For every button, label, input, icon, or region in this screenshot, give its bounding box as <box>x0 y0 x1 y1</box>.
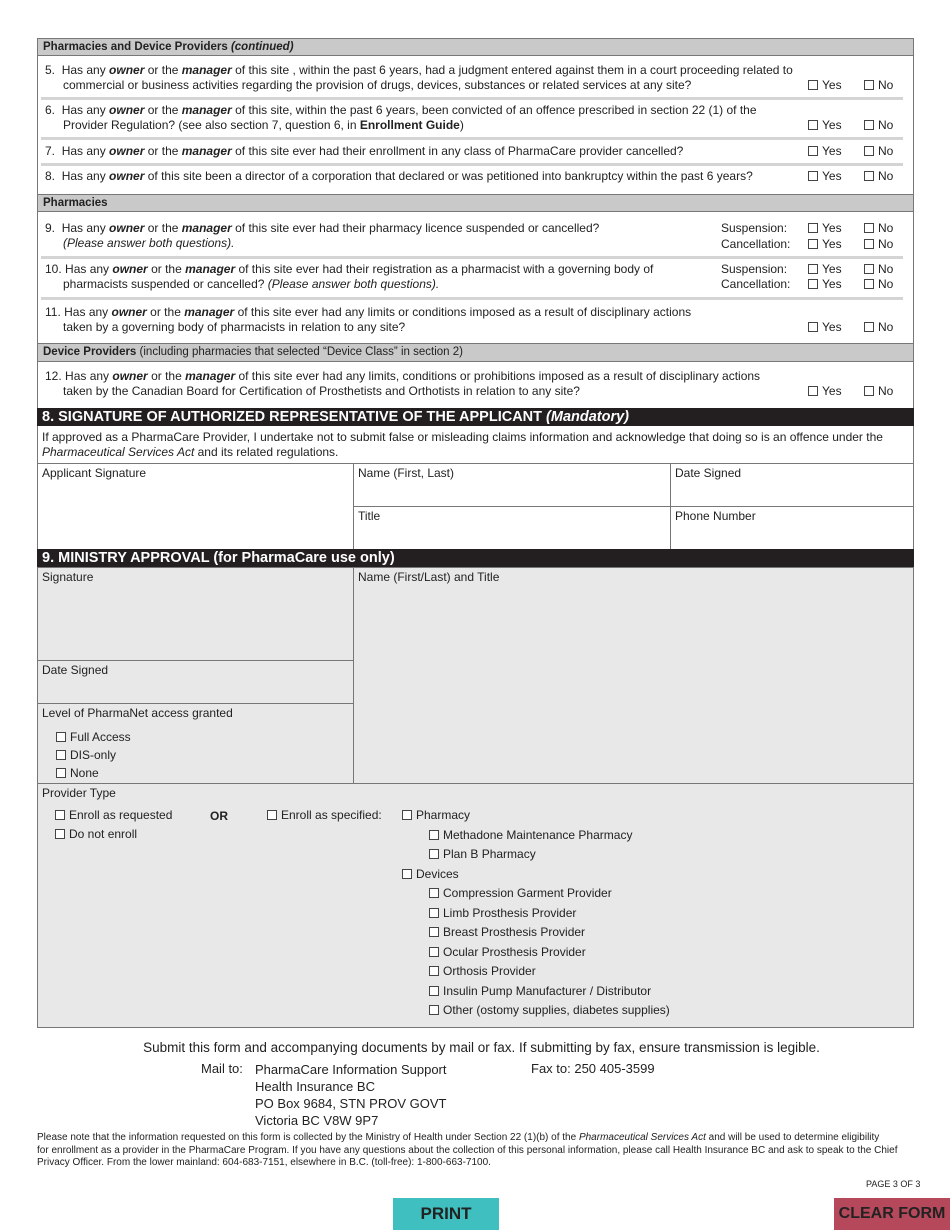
q9-cancellation-yes[interactable] <box>808 237 842 251</box>
q-manager: manager <box>181 144 232 158</box>
q-text: of this site, within the past 6 years, been convicted of an offence prescribed in section 22 (1) of the <box>231 103 757 117</box>
q9-suspension-no[interactable] <box>864 221 893 235</box>
section-title-italic: (continued) <box>230 41 294 53</box>
devices-option[interactable] <box>402 867 459 881</box>
section-header-pharmacies <box>37 194 914 212</box>
no-label: No <box>878 144 894 158</box>
field-label: Level of PharmaNet access granted <box>42 706 233 720</box>
suspension-label: Suspension: <box>721 221 788 235</box>
field-label: Provider Type <box>42 786 116 800</box>
q11-no-checkbox[interactable] <box>864 322 874 332</box>
q11-no-option[interactable] <box>864 320 893 334</box>
section-title: Pharmacies <box>43 197 108 209</box>
field-label: Date Signed <box>42 663 109 677</box>
option-label: Pharmacy <box>416 808 471 822</box>
date-signed-field[interactable] <box>670 463 914 507</box>
q-text: Has any <box>61 103 110 117</box>
q-text: Has any <box>65 262 113 276</box>
plan-b-option[interactable] <box>429 847 536 861</box>
act-name: Pharmaceutical Services Act <box>578 1132 706 1143</box>
ministry-date-signed-field[interactable] <box>37 660 354 704</box>
privacy-text: for enrollment as a provider in the PharmaCare Program. If you have any questions about the collection of this personal information, please call Health Insurance BC and ask to speak to the Chief <box>37 1144 898 1156</box>
option-label: Do not enroll <box>69 827 138 841</box>
privacy-text: Please note that the information requested on this form is collected by the Ministry of Health under Section 22 (1)(b) of the <box>37 1132 579 1143</box>
q-text: of this site ever had their pharmacy licence suspended or cancelled? <box>231 221 600 235</box>
divider <box>41 97 903 100</box>
question-11 <box>45 305 745 335</box>
clear-form-button[interactable]: CLEAR FORM <box>834 1198 950 1230</box>
q7-yes-checkbox[interactable] <box>808 146 818 156</box>
breast-prosthesis-option[interactable] <box>429 925 585 939</box>
address-line: PO Box 9684, STN PROV GOVT <box>255 1096 447 1111</box>
pharmacy-checkbox[interactable] <box>402 810 412 820</box>
no-label: No <box>878 320 894 334</box>
q-text: or the <box>147 262 186 276</box>
q-manager: manager <box>181 221 232 235</box>
q-manager: manager <box>185 262 236 276</box>
question-number: 5. <box>45 63 56 77</box>
orthosis-checkbox[interactable] <box>429 966 439 976</box>
q7-yes-option[interactable] <box>808 144 842 158</box>
privacy-text: and will be used to determine eligibility <box>705 1132 880 1143</box>
q9-suspension-no-checkbox[interactable] <box>864 223 874 233</box>
q5-no-option[interactable] <box>864 78 893 92</box>
q-text: Has any <box>64 305 112 319</box>
section-8-title: 8. SIGNATURE OF AUTHORIZED REPRESENTATIVE OF THE APPLICANT <box>42 409 547 425</box>
suspension-label: Suspension: <box>721 262 788 276</box>
q-text: Has any <box>61 221 110 235</box>
yes-label: Yes <box>822 262 842 276</box>
question-10 <box>45 262 705 292</box>
field-label: Title <box>358 509 381 523</box>
yes-label: Yes <box>822 78 842 92</box>
q10-cancellation-no[interactable] <box>864 277 893 291</box>
mailing-address <box>255 1061 446 1129</box>
no-label: No <box>878 169 894 183</box>
q6-no-option[interactable] <box>864 118 893 132</box>
no-label: No <box>878 237 894 251</box>
q-text: of this site ever had any limits, conditions or prohibitions imposed as a result of disciplinary actions <box>235 369 761 383</box>
q6-no-checkbox[interactable] <box>864 120 874 130</box>
access-full-option[interactable] <box>56 728 131 746</box>
q5-yes-checkbox[interactable] <box>808 80 818 90</box>
field-label: Phone Number <box>675 509 756 523</box>
option-label: None <box>70 766 99 780</box>
q-text: Has any <box>65 369 113 383</box>
insulin-pump-option[interactable] <box>429 984 651 998</box>
q9-cancellation-no-checkbox[interactable] <box>864 239 874 249</box>
q-owner: owner <box>109 221 145 235</box>
applicant-signature-field[interactable] <box>37 463 354 550</box>
question-9 <box>45 221 705 251</box>
q-owner: owner <box>109 169 145 183</box>
q-owner: owner <box>109 63 145 77</box>
q8-no-option[interactable] <box>864 169 893 183</box>
q-owner: owner <box>112 262 148 276</box>
q9-cancellation-yes-checkbox[interactable] <box>808 239 818 249</box>
section-header-device-providers <box>37 343 914 362</box>
question-number: 9. <box>45 221 56 235</box>
q-text-line2: taken by a governing body of pharmacists in relation to any site? <box>63 320 406 334</box>
q10-cancellation-yes[interactable] <box>808 277 842 291</box>
q-manager: manager <box>181 63 232 77</box>
enrollment-guide-ref: Enrollment Guide <box>359 118 460 132</box>
option-label: Methadone Maintenance Pharmacy <box>443 828 633 842</box>
q-text-line2: Provider Regulation? (see also section 7, question 6, in <box>63 118 360 132</box>
q-text-line2: commercial or business activities regarding the provision of drugs, devices, substances or related services at any site? <box>63 78 692 92</box>
question-5 <box>45 63 805 93</box>
yes-label: Yes <box>822 118 842 132</box>
question-number: 12. <box>45 369 62 383</box>
q-manager: manager <box>181 103 232 117</box>
q-owner: owner <box>111 305 147 319</box>
option-label: Breast Prosthesis Provider <box>443 925 586 939</box>
pharmanet-access-box <box>37 703 354 784</box>
option-label: Full Access <box>70 730 131 744</box>
q9-suspension-yes-checkbox[interactable] <box>808 223 818 233</box>
question-number: 7. <box>45 144 56 158</box>
address-line: Victoria BC V8W 9P7 <box>255 1113 379 1128</box>
privacy-notice <box>37 1132 917 1170</box>
do-not-enroll-option[interactable] <box>55 827 137 841</box>
q-manager: manager <box>185 369 236 383</box>
or-label: OR <box>210 809 228 823</box>
option-label: Enroll as requested <box>69 808 173 822</box>
section-subtitle: (including pharmacies that selected “Device Class” in section 2) <box>136 346 463 358</box>
ocular-prosthesis-checkbox[interactable] <box>429 947 439 957</box>
title-field[interactable] <box>353 506 671 550</box>
other-supplies-option[interactable] <box>429 1003 670 1017</box>
q-owner: owner <box>112 369 148 383</box>
q10-suspension-no-checkbox[interactable] <box>864 264 874 274</box>
act-name: Pharmaceutical Services Act <box>42 445 195 459</box>
cancellation-label: Cancellation: <box>721 277 791 291</box>
no-label: No <box>878 221 894 235</box>
q-text: of this site , within the past 6 years, had a judgment entered against them in a court proceeding related to <box>231 63 793 77</box>
divider <box>41 137 903 140</box>
q-text: or the <box>144 103 182 117</box>
ministry-signature-field[interactable] <box>37 567 354 661</box>
q-text: of this site ever had their enrollment in any class of PharmaCare provider cancelled? <box>231 144 684 158</box>
q12-yes-checkbox[interactable] <box>808 386 818 396</box>
yes-label: Yes <box>822 237 842 251</box>
address-line: Health Insurance BC <box>255 1079 375 1094</box>
ocular-prosthesis-option[interactable] <box>429 945 586 959</box>
yes-label: Yes <box>822 277 842 291</box>
q-owner: owner <box>109 103 145 117</box>
q-text: or the <box>144 221 182 235</box>
limb-prosthesis-option[interactable] <box>429 906 576 920</box>
cancellation-label: Cancellation: <box>721 237 791 251</box>
q-text: or the <box>146 305 185 319</box>
orthosis-option[interactable] <box>429 964 536 978</box>
print-button[interactable]: PRINT <box>393 1198 499 1230</box>
q9-cancellation-no[interactable] <box>864 237 893 251</box>
name-field[interactable] <box>353 463 671 507</box>
option-label: Other (ostomy supplies, diabetes supplies) <box>443 1003 670 1017</box>
no-label: No <box>878 118 894 132</box>
option-label: Enroll as specified: <box>281 808 382 822</box>
question-number: 11. <box>45 305 61 319</box>
q-text: Has any <box>61 144 110 158</box>
question-number: 6. <box>45 103 56 117</box>
devices-checkbox[interactable] <box>402 869 412 879</box>
q12-yes-option[interactable] <box>808 384 842 398</box>
q12-no-checkbox[interactable] <box>864 386 874 396</box>
q6-yes-checkbox[interactable] <box>808 120 818 130</box>
q12-no-option[interactable] <box>864 384 893 398</box>
access-full-checkbox[interactable] <box>56 732 66 742</box>
section-8-statement <box>37 426 914 464</box>
q8-yes-checkbox[interactable] <box>808 171 818 181</box>
q10-cancellation-no-checkbox[interactable] <box>864 279 874 289</box>
q5-yes-option[interactable] <box>808 78 842 92</box>
access-none-checkbox[interactable] <box>56 768 66 778</box>
option-label: Insulin Pump Manufacturer / Distributor <box>443 984 652 998</box>
q-text: of this site ever had their registration as a pharmacist with a governing body of <box>235 262 654 276</box>
option-label: Orthosis Provider <box>443 964 536 978</box>
option-label: Ocular Prosthesis Provider <box>443 945 586 959</box>
section-title: Device Providers <box>43 346 137 358</box>
question-number: 8. <box>45 169 56 183</box>
access-dis-only-option[interactable] <box>56 746 131 764</box>
section-header-pharmacies-devices <box>37 38 914 56</box>
phone-number-field[interactable] <box>670 506 914 550</box>
limb-prosthesis-checkbox[interactable] <box>429 908 439 918</box>
q-text: of this site been a director of a corporation that declared or was petitioned into bankruptcy within the past 6 years? <box>144 169 753 183</box>
q-note: (Please answer both questions). <box>63 236 235 250</box>
q-text: or the <box>144 63 182 77</box>
access-dis-only-checkbox[interactable] <box>56 750 66 760</box>
access-none-option[interactable] <box>56 764 131 782</box>
q10-cancellation-yes-checkbox[interactable] <box>808 279 818 289</box>
field-label: Date Signed <box>675 466 742 480</box>
q-text: Has any <box>61 169 110 183</box>
q-text-line2: taken by the Canadian Board for Certification of Prosthetists and Orthotists in relation to any site? <box>63 384 580 398</box>
section-9-header <box>37 549 914 567</box>
statement-line2: and its related regulations. <box>194 445 339 459</box>
q-text: ) <box>459 118 464 132</box>
divider <box>41 163 903 166</box>
q-owner: owner <box>109 144 145 158</box>
question-8 <box>45 169 805 184</box>
no-label: No <box>878 78 894 92</box>
yes-label: Yes <box>822 320 842 334</box>
section-8-header <box>37 408 914 426</box>
submit-instructions: Submit this form and accompanying documents by mail or fax. If submitting by fax, ensure transmission is legible. <box>143 1040 820 1055</box>
mandatory-label: (Mandatory) <box>546 409 630 425</box>
statement-line1: If approved as a PharmaCare Provider, I undertake not to submit false or misleading claims information and acknowledge that doing so is an offence under the <box>42 430 883 444</box>
q-text: or the <box>147 369 186 383</box>
question-6 <box>45 103 805 133</box>
enroll-requested-option[interactable] <box>55 808 172 822</box>
q-text: or the <box>144 144 182 158</box>
no-label: No <box>878 384 894 398</box>
plan-b-checkbox[interactable] <box>429 849 439 859</box>
q10-suspension-yes-checkbox[interactable] <box>808 264 818 274</box>
breast-prosthesis-checkbox[interactable] <box>429 927 439 937</box>
q10-suspension-yes[interactable] <box>808 262 842 276</box>
yes-label: Yes <box>822 144 842 158</box>
q9-suspension-yes[interactable] <box>808 221 842 235</box>
yes-label: Yes <box>822 169 842 183</box>
field-label: Name (First/Last) and Title <box>358 570 500 584</box>
q7-no-checkbox[interactable] <box>864 146 874 156</box>
compression-garment-checkbox[interactable] <box>429 888 439 898</box>
field-label: Applicant Signature <box>42 466 147 480</box>
yes-label: Yes <box>822 221 842 235</box>
q11-yes-option[interactable] <box>808 320 842 334</box>
methadone-option[interactable] <box>429 828 632 842</box>
q11-yes-checkbox[interactable] <box>808 322 818 332</box>
field-label: Name (First, Last) <box>358 466 455 480</box>
q8-no-checkbox[interactable] <box>864 171 874 181</box>
question-number: 10. <box>45 262 62 276</box>
q8-yes-option[interactable] <box>808 169 842 183</box>
compression-garment-option[interactable] <box>429 886 612 900</box>
option-label: DIS-only <box>70 748 117 762</box>
question-12 <box>45 369 785 399</box>
fax-number: Fax to: 250 405-3599 <box>531 1061 655 1076</box>
no-label: No <box>878 277 894 291</box>
q-text: of this site ever had any limits or conditions imposed as a result of disciplinary actions <box>234 305 692 319</box>
option-label: Devices <box>416 867 459 881</box>
enroll-requested-checkbox[interactable] <box>55 810 65 820</box>
question-7 <box>45 144 805 159</box>
option-label: Plan B Pharmacy <box>443 847 536 861</box>
methadone-checkbox[interactable] <box>429 830 439 840</box>
q10-suspension-no[interactable] <box>864 262 893 276</box>
mail-to-label: Mail to: <box>201 1061 243 1076</box>
q6-yes-option[interactable] <box>808 118 842 132</box>
address-line: PharmaCare Information Support <box>255 1062 447 1077</box>
option-label: Compression Garment Provider <box>443 886 612 900</box>
no-label: No <box>878 262 894 276</box>
q-text: Has any <box>61 63 110 77</box>
q5-no-checkbox[interactable] <box>864 80 874 90</box>
ministry-name-title-field[interactable] <box>353 567 914 784</box>
insulin-pump-checkbox[interactable] <box>429 986 439 996</box>
q-text-line2: pharmacists suspended or cancelled? <box>63 277 268 291</box>
q7-no-option[interactable] <box>864 144 893 158</box>
yes-label: Yes <box>822 384 842 398</box>
other-supplies-checkbox[interactable] <box>429 1005 439 1015</box>
divider <box>41 256 903 259</box>
enroll-specified-checkbox[interactable] <box>267 810 277 820</box>
pharmacy-option[interactable] <box>402 808 470 822</box>
section-title: Pharmacies and Device Providers <box>43 41 231 53</box>
do-not-enroll-checkbox[interactable] <box>55 829 65 839</box>
section-9-title: 9. MINISTRY APPROVAL (for PharmaCare use only) <box>42 550 395 566</box>
divider <box>41 297 903 300</box>
enroll-specified-option[interactable] <box>267 808 382 822</box>
q-note: (Please answer both questions). <box>267 277 440 291</box>
option-label: Limb Prosthesis Provider <box>443 906 577 920</box>
q-manager: manager <box>184 305 235 319</box>
field-label: Signature <box>42 570 94 584</box>
privacy-text: Privacy Officer. From the lower mainland: 604-683-7151, elsewhere in B.C. (toll-free): 1-800-663-7100. <box>37 1157 491 1168</box>
page-number: PAGE 3 OF 3 <box>866 1179 921 1189</box>
